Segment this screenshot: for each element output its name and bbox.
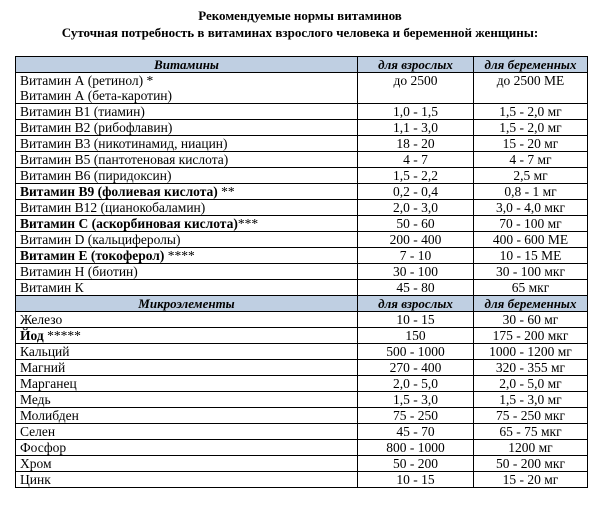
row-name: Йод xyxy=(20,328,44,343)
row-name-line xyxy=(20,136,357,151)
pregnant-value-cell: 1,5 - 2,0 мг xyxy=(474,120,588,136)
row-name-cell xyxy=(16,184,358,200)
table-row xyxy=(16,312,588,328)
row-name: Медь xyxy=(20,392,51,407)
row-name-cell xyxy=(16,280,358,296)
row-name: Марганец xyxy=(20,376,77,391)
table-row xyxy=(16,184,588,200)
adult-value-cell: 10 - 15 xyxy=(358,472,474,488)
vitamins-header-adult: для взрослых xyxy=(358,57,474,73)
adult-value-cell: 0,2 - 0,4 xyxy=(358,184,474,200)
row-name: Витамин К xyxy=(20,280,84,295)
pregnant-value-cell: 2,0 - 5,0 мг xyxy=(474,376,588,392)
table-row xyxy=(16,73,588,104)
pregnant-value-cell: 1,5 - 3,0 мг xyxy=(474,392,588,408)
pregnant-value-cell: 0,8 - 1 мг xyxy=(474,184,588,200)
row-name-cell xyxy=(16,344,358,360)
table-row xyxy=(16,424,588,440)
row-name-cell xyxy=(16,200,358,216)
vitamins-header-row xyxy=(16,57,588,73)
row-name: Витамин D (кальциферолы) xyxy=(20,232,181,247)
table-row xyxy=(16,392,588,408)
table-row xyxy=(16,328,588,344)
row-name-cell xyxy=(16,360,358,376)
row-name: Витамин В9 (фолиевая кислота) xyxy=(20,184,218,199)
row-name: Витамин А (ретинол) * xyxy=(20,73,154,88)
row-name-cell xyxy=(16,104,358,120)
row-name-cell xyxy=(16,248,358,264)
row-name-line xyxy=(20,120,357,135)
adult-value-cell: 7 - 10 xyxy=(358,248,474,264)
adult-value-cell: 1,5 - 3,0 xyxy=(358,392,474,408)
row-name-line xyxy=(20,456,357,471)
row-name-line xyxy=(20,392,357,407)
table-body xyxy=(16,57,588,488)
page-title: Рекомендуемые нормы витаминов xyxy=(198,8,402,23)
pregnant-value-cell: 70 - 100 мг xyxy=(474,216,588,232)
row-name: Витамин Е (токоферол) xyxy=(20,248,165,263)
table-row xyxy=(16,232,588,248)
row-name: Витамин В2 (рибофлавин) xyxy=(20,120,173,135)
pregnant-value-cell: 65 мкг xyxy=(474,280,588,296)
pregnant-value-cell: до 2500 МЕ xyxy=(474,73,588,104)
row-name-line xyxy=(20,360,357,375)
pregnant-value-cell: 4 - 7 мг xyxy=(474,152,588,168)
row-name: Витамин В3 (никотинамид, ниацин) xyxy=(20,136,228,151)
table-row xyxy=(16,104,588,120)
row-name-line xyxy=(20,152,357,167)
row-name: Магний xyxy=(20,360,66,375)
table-row xyxy=(16,344,588,360)
row-name-cell xyxy=(16,73,358,104)
table-row xyxy=(16,120,588,136)
pregnant-value-cell: 2,5 мг xyxy=(474,168,588,184)
pregnant-value-cell: 10 - 15 МЕ xyxy=(474,248,588,264)
table-row xyxy=(16,136,588,152)
row-name-cell xyxy=(16,472,358,488)
row-name: Хром xyxy=(20,456,52,471)
row-name-line xyxy=(20,200,357,215)
adult-value-cell: 45 - 80 xyxy=(358,280,474,296)
vitamins-header-name: Витамины xyxy=(16,57,358,73)
pregnant-value-cell: 3,0 - 4,0 мкг xyxy=(474,200,588,216)
row-name-cell xyxy=(16,120,358,136)
adult-value-cell: 45 - 70 xyxy=(358,424,474,440)
row-name: Кальций xyxy=(20,344,70,359)
row-note: ***** xyxy=(43,328,81,343)
adult-value-cell: 4 - 7 xyxy=(358,152,474,168)
row-name-cell xyxy=(16,216,358,232)
table-row xyxy=(16,200,588,216)
row-name-line xyxy=(20,232,357,247)
adult-value-cell: до 2500 xyxy=(358,73,474,104)
adult-value-cell: 200 - 400 xyxy=(358,232,474,248)
row-name-line xyxy=(20,328,357,343)
row-note: **** xyxy=(164,248,195,263)
row-name-line xyxy=(20,104,357,119)
table-row xyxy=(16,472,588,488)
table-row xyxy=(16,408,588,424)
minerals-header-name: Микроэлементы xyxy=(16,296,358,312)
table-row xyxy=(16,360,588,376)
row-name: Фосфор xyxy=(20,440,67,455)
row-note: *** xyxy=(237,216,259,231)
row-name-line xyxy=(20,440,357,455)
row-name-secondary: Витамин А (бета-каротин) xyxy=(20,88,173,103)
row-note: ** xyxy=(217,184,235,199)
adult-value-cell: 18 - 20 xyxy=(358,136,474,152)
table-row xyxy=(16,280,588,296)
row-name-cell xyxy=(16,168,358,184)
row-name: Витамин В6 (пиридоксин) xyxy=(20,168,172,183)
row-name: Витамин Н (биотин) xyxy=(20,264,138,279)
adult-value-cell: 1,5 - 2,2 xyxy=(358,168,474,184)
pregnant-value-cell: 1,5 - 2,0 мг xyxy=(474,104,588,120)
adult-value-cell: 75 - 250 xyxy=(358,408,474,424)
pregnant-value-cell: 50 - 200 мкг xyxy=(474,456,588,472)
row-name-cell xyxy=(16,456,358,472)
row-name-line xyxy=(20,216,357,231)
row-name-cell xyxy=(16,392,358,408)
table-row xyxy=(16,440,588,456)
row-name-cell xyxy=(16,440,358,456)
row-name: Витамин С (аскорбиновая кислота) xyxy=(20,216,238,231)
adult-value-cell: 50 - 200 xyxy=(358,456,474,472)
table-row xyxy=(16,168,588,184)
row-name-line xyxy=(20,168,357,183)
adult-value-cell: 1,0 - 1,5 xyxy=(358,104,474,120)
row-name: Железо xyxy=(20,312,63,327)
pregnant-value-cell: 400 - 600 МЕ xyxy=(474,232,588,248)
adult-value-cell: 500 - 1000 xyxy=(358,344,474,360)
adult-value-cell: 1,1 - 3,0 xyxy=(358,120,474,136)
row-name-cell xyxy=(16,232,358,248)
pregnant-value-cell: 15 - 20 мг xyxy=(474,136,588,152)
row-name-cell xyxy=(16,312,358,328)
row-name: Селен xyxy=(20,424,56,439)
row-name-cell xyxy=(16,408,358,424)
pregnant-value-cell: 75 - 250 мкг xyxy=(474,408,588,424)
table-row xyxy=(16,264,588,280)
pregnant-value-cell: 1000 - 1200 мг xyxy=(474,344,588,360)
row-name-line xyxy=(20,408,357,423)
pregnant-value-cell: 1200 мг xyxy=(474,440,588,456)
pregnant-value-cell: 65 - 75 мкг xyxy=(474,424,588,440)
row-name-cell xyxy=(16,376,358,392)
row-name: Витамин В5 (пантотеновая кислота) xyxy=(20,152,229,167)
row-name-line xyxy=(20,184,357,199)
pregnant-value-cell: 30 - 100 мкг xyxy=(474,264,588,280)
table-row xyxy=(16,152,588,168)
adult-value-cell: 2,0 - 3,0 xyxy=(358,200,474,216)
page-subtitle: Суточная потребность в витаминах взрослого человека и беременной женщины: xyxy=(61,25,539,40)
minerals-header-pregnant: для беременных xyxy=(474,296,588,312)
adult-value-cell: 150 xyxy=(358,328,474,344)
row-name-cell xyxy=(16,264,358,280)
row-name-line xyxy=(20,73,357,88)
adult-value-cell: 50 - 60 xyxy=(358,216,474,232)
table-row xyxy=(16,216,588,232)
row-name-line xyxy=(20,280,357,295)
adult-value-cell: 2,0 - 5,0 xyxy=(358,376,474,392)
row-name-line xyxy=(20,424,357,439)
row-name: Молибден xyxy=(20,408,79,423)
row-name-cell xyxy=(16,424,358,440)
minerals-header-adult: для взрослых xyxy=(358,296,474,312)
row-name: Витамин В1 (тиамин) xyxy=(20,104,145,119)
adult-value-cell: 10 - 15 xyxy=(358,312,474,328)
row-name-line xyxy=(20,472,357,487)
row-name-line xyxy=(20,264,357,279)
pregnant-value-cell: 175 - 200 мкг xyxy=(474,328,588,344)
row-name: Витамин В12 (цианокобаламин) xyxy=(20,200,206,215)
row-name-cell xyxy=(16,136,358,152)
adult-value-cell: 30 - 100 xyxy=(358,264,474,280)
table-row xyxy=(16,376,588,392)
row-name-cell xyxy=(16,152,358,168)
vitamin-norms-table xyxy=(15,56,588,488)
row-name-line xyxy=(20,344,357,359)
vitamins-header-pregnant: для беременных xyxy=(474,57,588,73)
row-name-line xyxy=(20,248,357,263)
adult-value-cell: 270 - 400 xyxy=(358,360,474,376)
row-name: Цинк xyxy=(20,472,51,487)
row-name-line xyxy=(20,376,357,391)
pregnant-value-cell: 15 - 20 мг xyxy=(474,472,588,488)
table-row xyxy=(16,248,588,264)
minerals-header-row xyxy=(16,296,588,312)
row-name-cell xyxy=(16,328,358,344)
pregnant-value-cell: 30 - 60 мг xyxy=(474,312,588,328)
adult-value-cell: 800 - 1000 xyxy=(358,440,474,456)
pregnant-value-cell: 320 - 355 мг xyxy=(474,360,588,376)
table-row xyxy=(16,456,588,472)
row-name-line xyxy=(20,312,357,327)
